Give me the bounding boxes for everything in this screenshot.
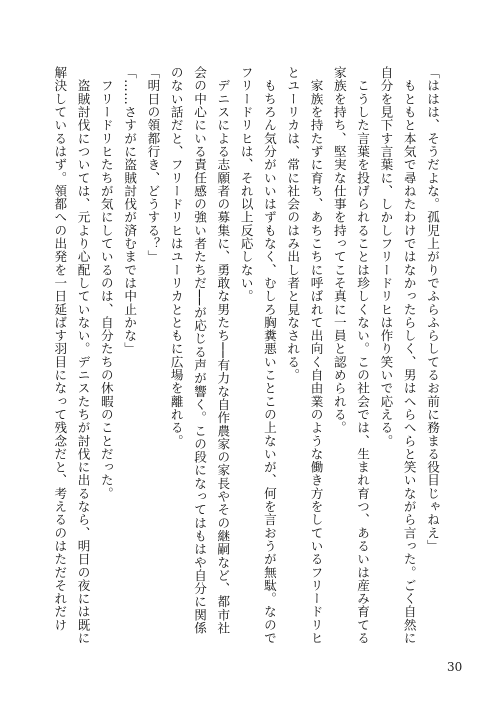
text-line: もちろん気分がいいはずもなく、むしろ胸糞悪いことこの上ないが、何を言おうが無駄。なので [261, 66, 277, 645]
text-line: 解決しているはず。領都への出発を一日延ばす羽目になって残念だと、考えるのはただそれだけ [52, 66, 68, 632]
text-line: もともと本気で尋ねたわけではなかったらしく、男はへらへらと笑いながら言った。ごく自然に [401, 66, 417, 645]
text-line: 盗賊討伐については、元より心配していない。デニスたちが討伐に出るなら、明日の夜には既に [75, 66, 91, 645]
text-line: 「……さすがに盗賊討伐が済むまでは中止かな」 [122, 66, 138, 356]
text-line: 「明日の領都行き、どうする？」 [145, 66, 161, 264]
text-line: とユーリカは、常に社会のはみ出し者と見なされる。 [285, 66, 301, 382]
text-line: 自分を見下す言葉に、しかしフリードリヒは作り笑いで応える。 [378, 66, 394, 448]
text-line: 会の中心にいる責任感の強い者たちだ──が応じる声が響く。この段になってはもはや自分に関係 [192, 66, 208, 635]
text-line: フリードリヒは、それ以上反応しない。 [238, 66, 254, 303]
text-line: 家族を持たずに育ち、あちこちに呼ばれて出向く自由業のような働き方をしているフリードリヒ [308, 66, 324, 645]
body-text [46, 66, 444, 656]
page-number: 30 [447, 660, 463, 674]
text-line: 家族を持ち、堅実な仕事を持ってこそ真に一員と認められる。 [331, 66, 347, 435]
text-line: のない話だと、フリードリヒはユーリカとともに広場を離れる。 [168, 66, 184, 448]
text-line: デニスによる志願者の募集に、勇敢な男たち──有力な自作農家の家長やその継嗣など、都市社 [215, 66, 231, 635]
text-line: こうした言葉を投げられることは珍しくない。この社会では、生まれ育つ、あるいは産み育てる [355, 66, 371, 645]
text-line: フリードリヒたちが気にしているのは、自分たちの休暇のことだった。 [98, 66, 114, 500]
text-line: 「ははは、そうだよな。孤児上がりでふらふらしてるお前に務まる役目じゃねえ」 [425, 66, 440, 553]
